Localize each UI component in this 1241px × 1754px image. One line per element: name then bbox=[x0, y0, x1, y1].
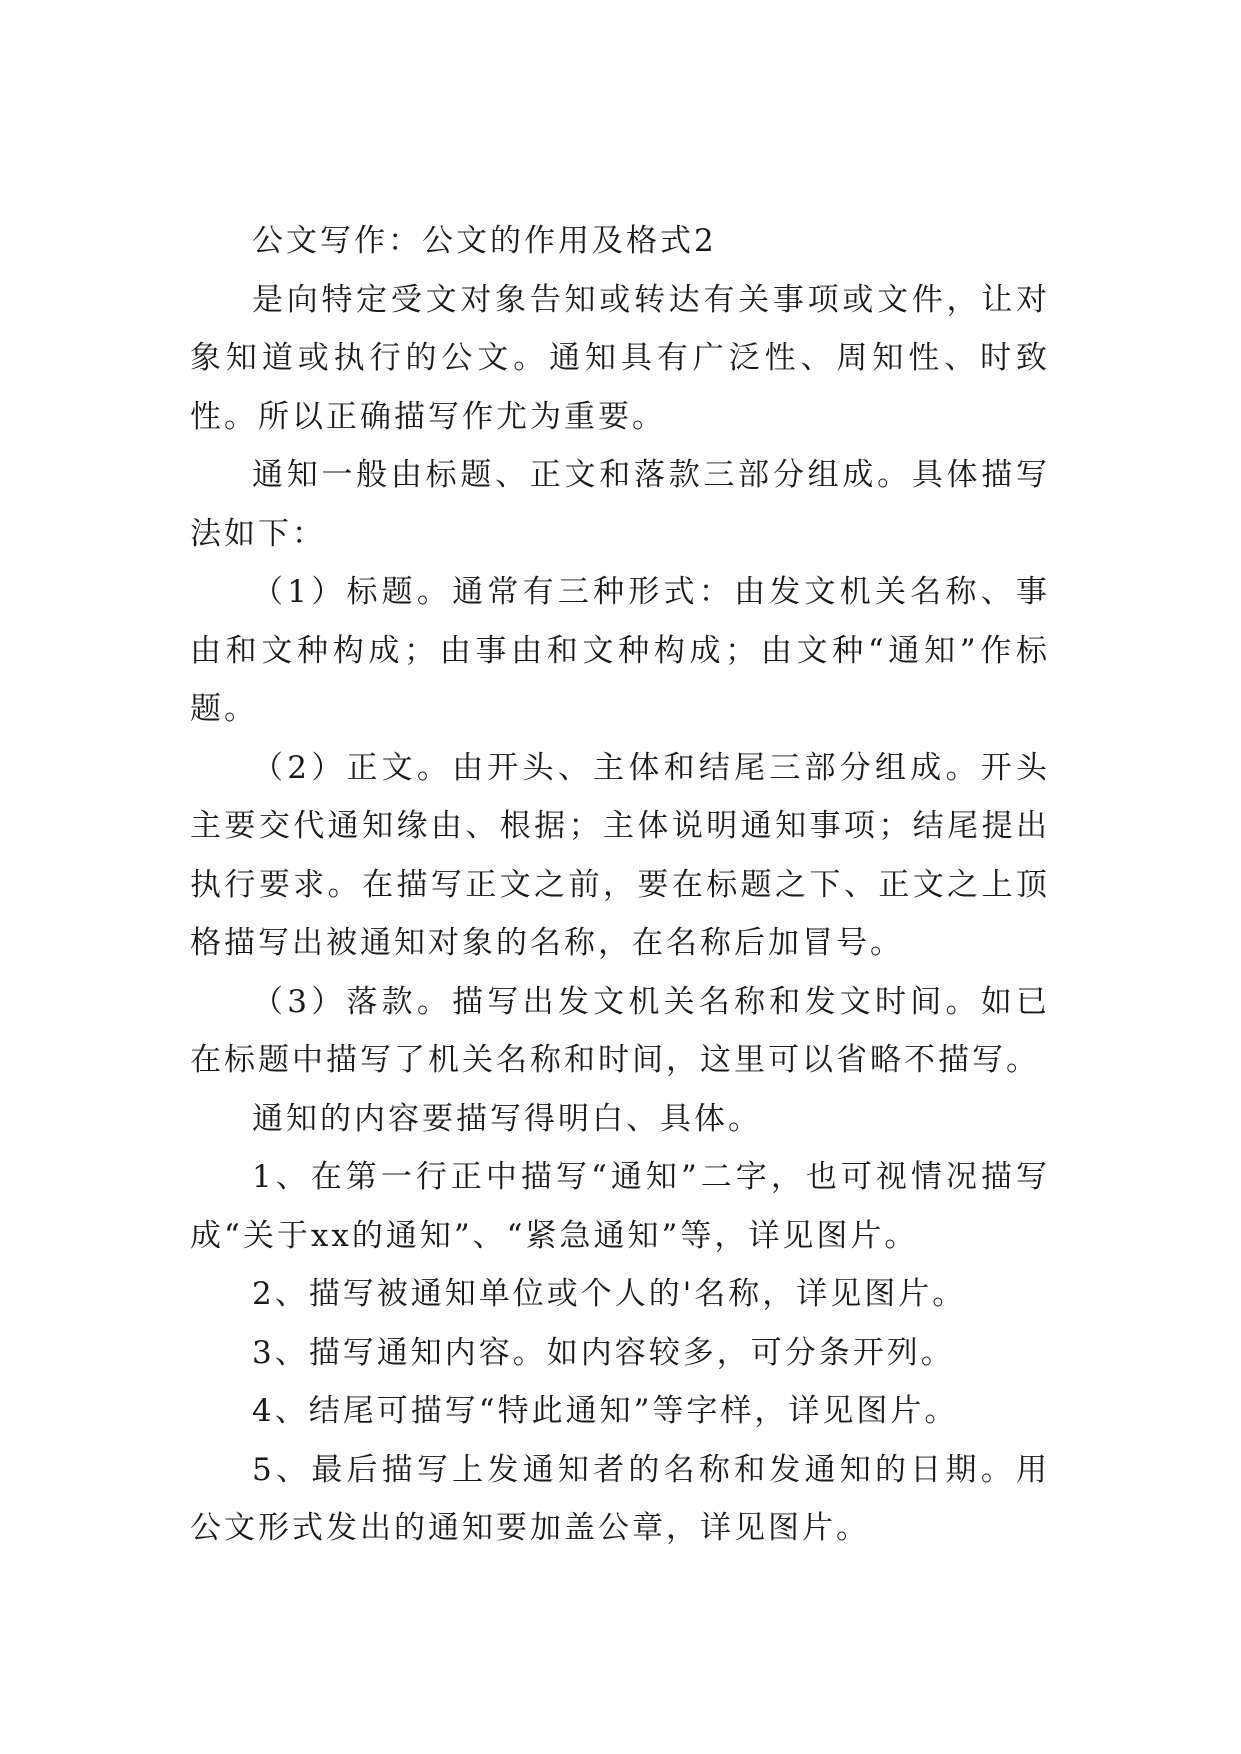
paragraph: 1、在第一行正中描写“通知”二字，也可视情况描写成“关于xx的通知”、“紧急通知”等，详见图片。 bbox=[190, 1159, 1050, 1254]
paragraph: 2、描写被通知单位或个人的'名称，详见图片。 bbox=[252, 1276, 967, 1312]
document-body bbox=[190, 212, 1050, 1558]
paragraph: 3、描写通知内容。如内容较多，可分条开列。 bbox=[252, 1334, 955, 1371]
paragraph: 通知的内容要描写得明白、具体。 bbox=[252, 1100, 762, 1137]
document-title: 公文写作：公文的作用及格式2 bbox=[252, 223, 717, 259]
paragraph: （2）正文。由开头、主体和结尾三部分组成。开头主要交代通知缘由、根据；主体说明通知事项；结尾提出执行要求。在描写正文之前，要在标题之下、正文之上顶格描写出被通知对象的名称，在名称后加冒号。 bbox=[190, 749, 1050, 961]
paragraph: （1）标题。通常有三种形式：由发文机关名称、事由和文种构成；由事由和文种构成；由文种“通知”作标题。 bbox=[190, 574, 1050, 727]
paragraph: 4、结尾可描写“特此通知”等字样，详见图片。 bbox=[252, 1393, 959, 1429]
paragraph: （3）落款。描写出发文机关名称和发文时间。如已在标题中描写了机关名称和时间，这里可以省略不描写。 bbox=[190, 983, 1050, 1078]
paragraph: 通知一般由标题、正文和落款三部分组成。具体描写法如下： bbox=[190, 457, 1050, 552]
paragraph: 是向特定受文对象告知或转达有关事项或文件，让对象知道或执行的公文。通知具有广泛性、周知性、时致性。所以正确描写作尤为重要。 bbox=[190, 281, 1050, 435]
paragraph: 5、最后描写上发通知者的名称和发通知的日期。用公文形式发出的通知要加盖公章，详见图片。 bbox=[190, 1451, 1050, 1546]
